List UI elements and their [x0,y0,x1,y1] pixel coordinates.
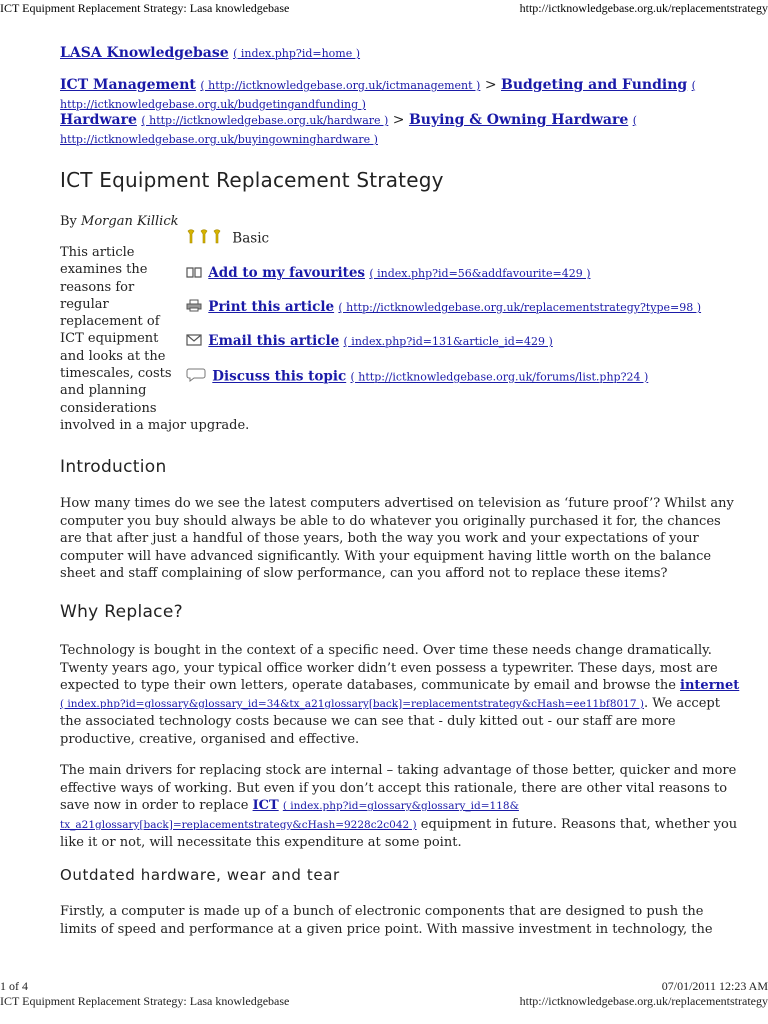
breadcrumb-hardware-url[interactable]: ( http://ictknowledgebase.org.uk/hardware ) [141,114,389,127]
why-p2-text-a: The main drivers for replacing stock are internal – taking advantage of those better, quicker and more effective ways of working. But even if you don’t accept this rationale, there are other vital reasons to save now in order to replace [60,763,737,814]
print-footer-url: http://ictknowledgebase.org.uk/replacementstrategy [519,994,768,1008]
why-paragraph-1 [60,642,740,749]
author-name: Morgan Killick [81,214,179,229]
breadcrumb-trail-1 [60,76,760,114]
section-heading-why-replace: Why Replace? [60,602,183,622]
breadcrumb-ict-management-url[interactable]: ( http://ictknowledgebase.org.uk/ictmanagement ) [200,79,481,92]
breadcrumb-buying-owning-url-open[interactable]: ( [632,114,637,127]
discuss-action [186,367,648,387]
breadcrumb-ict-management[interactable]: ICT Management [60,77,196,93]
article-summary-end: involved in a major upgrade. [60,418,250,433]
level-wrench-icon [186,228,228,250]
print-footer-title: ICT Equipment Replacement Strategy: Lasa knowledgebase [0,994,290,1008]
intro-paragraph: How many times do we see the latest computers advertised on television as ‘future proof’? Whilst any computer you buy should always be able to do whatever you originally purchased it for, the chances are that after just a handful of those years, both the way you work and your expectations of your computer will have advanced significantly. With your equipment having little worth on the balance sheet and staff complaining of slow performance, can you afford not to replace these items? [60,496,734,582]
level-label: Basic [232,230,270,247]
print-header-title: ICT Equipment Replacement Strategy: Lasa knowledgebase [0,1,290,15]
glossary-internet-url[interactable]: ( index.php?id=glossary&glossary_id=34&tx_a21glossary[back]=replacementstrategy&cHash=ee11bf8017 ) [60,697,644,710]
section-heading-introduction: Introduction [60,457,167,477]
discuss-link[interactable]: Discuss this topic [212,368,347,385]
add-favourite-action [186,265,590,282]
print-link[interactable]: Print this article [208,299,335,315]
breadcrumb-separator: > [484,77,497,93]
breadcrumb-buying-owning-url[interactable]: http://ictknowledgebase.org.uk/buyingowninghardware ) [60,133,378,146]
email-link[interactable]: Email this article [208,333,340,349]
breadcrumb-separator: > [392,112,405,128]
book-icon [186,266,204,282]
speech-bubble-icon [186,367,208,387]
breadcrumb-hardware[interactable]: Hardware [60,112,137,128]
why-p1-text-a: Technology is bought in the context of a specific need. Over time these needs change dramatically. Twenty years ago, your typical office worker didn’t even possess a typewriter. These days, most are expected to type their own letters, operate databases, communicate by email and browse the [60,643,718,694]
add-favourite-link[interactable]: Add to my favourites [208,265,366,281]
why-p1-text-b: . We accept the associated technology costs because we can see that - duly kitted out - our staff are more productive, creative, organised and effective. [60,695,720,747]
breadcrumb-budgeting[interactable]: Budgeting and Funding [501,77,688,93]
why-paragraph-2 [60,762,740,852]
print-header-url: http://ictknowledgebase.org.uk/replacementstrategy [519,1,768,15]
print-url[interactable]: ( http://ictknowledgebase.org.uk/replacementstrategy?type=98 ) [338,301,702,314]
print-footer-left [0,979,289,1009]
breadcrumb-budgeting-url[interactable]: http://ictknowledgebase.org.uk/budgetingandfunding ) [60,98,366,111]
outdated-paragraph: Firstly, a computer is made up of a bunch of electronic components that are designed to push the limits of speed and performance at a given price point. With massive investment in technology, the [60,904,713,937]
breadcrumb-trail-2 [60,111,760,149]
print-footer-right [520,979,768,1009]
page-number: 1 of 4 [0,979,28,993]
glossary-internet-link[interactable]: internet [680,678,740,694]
add-favourite-url[interactable]: ( index.php?id=56&addfavourite=429 ) [369,267,591,280]
level-indicator [186,228,269,250]
print-action [186,299,701,316]
section-heading-outdated-hardware: Outdated hardware, wear and tear [60,866,340,884]
envelope-icon [186,334,204,350]
printer-icon [186,299,204,316]
breadcrumb-home-url[interactable]: ( index.php?id=home ) [233,47,361,60]
page-title: ICT Equipment Replacement Strategy [60,168,444,192]
breadcrumb-budgeting-url-open[interactable]: ( [691,79,696,92]
email-action [186,333,553,350]
glossary-ict-url[interactable]: ( index.php?id=glossary&glossary_id=118& tx_a21glossary[back]=replacementstrategy&cHash=9228c2c042 ) [60,800,519,831]
article-summary: This article examines the reasons for regular replacement of ICT equipment and looks at the timescales, costs and planning considerations [60,245,172,416]
glossary-ict-link[interactable]: ICT [252,798,279,814]
breadcrumb-buying-owning[interactable]: Buying & Owning Hardware [408,112,629,128]
breadcrumb-home-link[interactable]: LASA Knowledgebase [60,45,229,61]
why-p2-text-b: equipment in future. Reasons that, whether you like it or not, will necessitate this expenditure at some point. [60,816,738,851]
print-datetime: 07/01/2011 12:23 AM [661,979,768,993]
email-url[interactable]: ( index.php?id=131&article_id=429 ) [343,335,553,348]
discuss-url[interactable]: ( http://ictknowledgebase.org.uk/forums/list.php?24 ) [350,370,649,384]
breadcrumb-home [60,44,760,63]
byline [60,214,178,229]
byline-by: By [60,214,77,229]
